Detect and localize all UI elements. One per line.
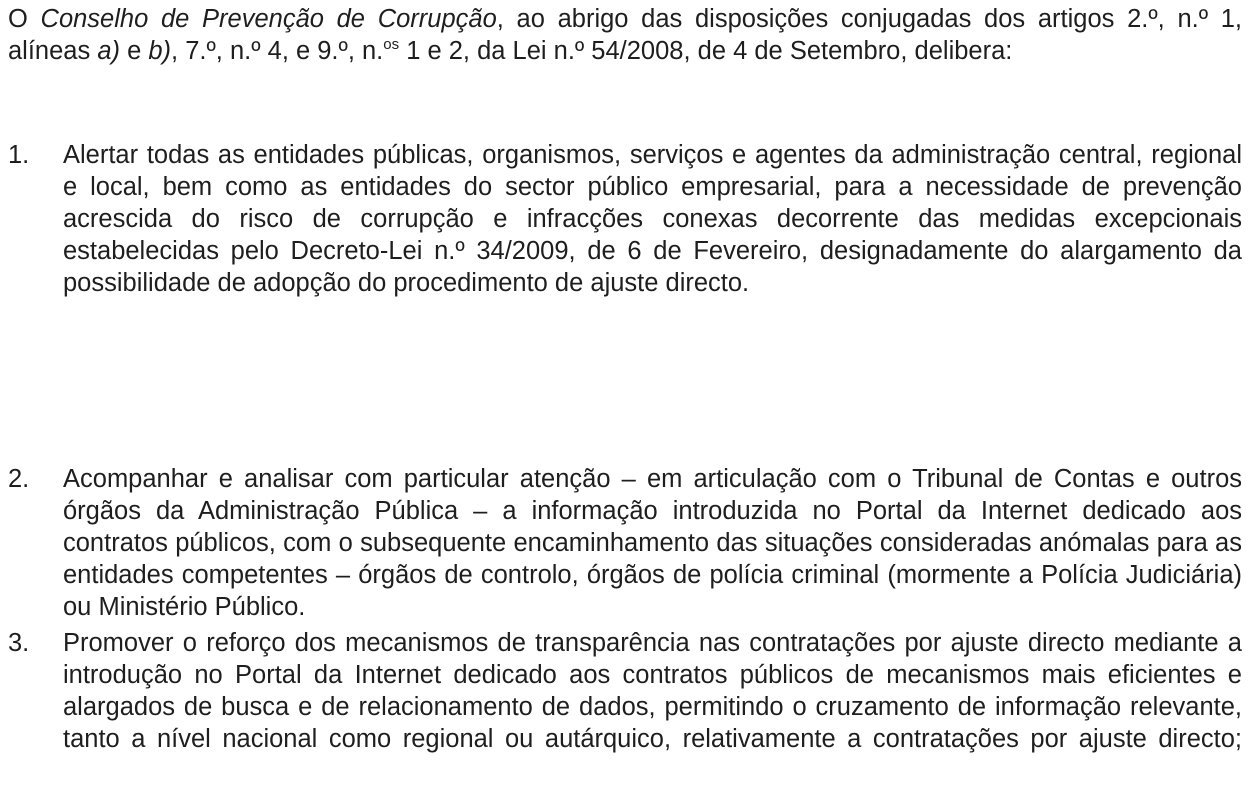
- superscript-os: os: [383, 36, 400, 53]
- intro-text-legal-refs: , ao abrigo das disposições conjugadas dos artigos 2.º, n.º 1, alíneas: [8, 5, 1242, 65]
- list-item-1: [8, 139, 1242, 299]
- list-item-number: 1.: [8, 141, 30, 169]
- clause-a: a): [97, 37, 120, 65]
- clause-b: b): [148, 37, 172, 65]
- list-item-text: Promover o reforço dos mecanismos de transparência nas contratações por ajuste directo mediante a introdução no Portal da Internet dedicado aos contratos públicos de mecanismos mais eficientes e alargados de busca e de relacionamento de dados, permitindo o cruzamento de informação relevante, tanto a nível nacional como regional ou autárquico, relativamente a contratações por ajuste directo;: [63, 629, 1242, 753]
- intro-conjunction: e: [120, 37, 149, 65]
- council-name: Conselho de Prevenção de Corrupção: [40, 5, 497, 33]
- intro-paragraph: [8, 3, 1242, 67]
- list-item-text: Acompanhar e analisar com particular atenção – em articulação com o Tribunal de Contas e outros órgãos da Administração Pública – a informação introduzida no Portal da Internet dedicado aos contratos públicos, com o subsequente encaminhamento das situações consideradas anómalas para as entidades competentes – órgãos de controlo, órgãos de polícia criminal (mormente a Polícia Judiciária) ou Ministério Público.: [63, 465, 1242, 621]
- intro-text-articles: , 7.º, n.º 4, e 9.º, n.: [171, 37, 384, 65]
- list-item-text: Alertar todas as entidades públicas, organismos, serviços e agentes da administração central, regional e local, bem como as entidades do sector público empresarial, para a necessidade de prevenção acrescida do risco de corrupção e infracções conexas decorrente das medidas excepcionais estabelecidas pelo Decreto-Lei n.º 34/2009, de 6 de Fevereiro, designadamente do alargamento da possibilidade de adopção do procedimento de ajuste directo.: [63, 141, 1242, 297]
- list-item-2: [8, 463, 1242, 623]
- list-item-number: 3.: [8, 629, 30, 657]
- intro-text-end: 1 e 2, da Lei n.º 54/2008, de 4 de Setembro, delibera:: [399, 37, 1013, 65]
- list-item-3: [8, 627, 1242, 755]
- intro-text-start: O: [8, 5, 41, 33]
- list-item-number: 2.: [8, 465, 30, 493]
